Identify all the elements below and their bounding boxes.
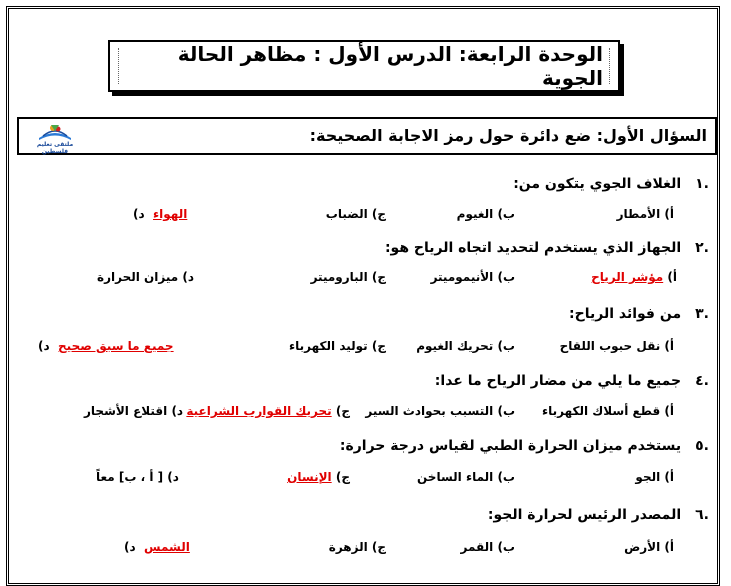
correct-answer: تحريك القوارب الشراعية	[186, 404, 332, 418]
question-6	[488, 507, 709, 523]
option-b[interactable]: ب) القمر	[460, 540, 515, 554]
question-number: .٥	[695, 438, 709, 454]
option-c[interactable]: ج) الباروميتر	[310, 270, 386, 284]
question-text: يستخدم ميزان الحرارة الطبي لقياس درجة حرارة:	[339, 438, 682, 454]
question-number: .٢	[695, 240, 709, 256]
question-3	[569, 306, 709, 322]
question-number: .٤	[695, 373, 709, 389]
option-d[interactable]: جميع ما سبق صحيح د)	[38, 339, 174, 353]
correct-answer: الهواء	[153, 207, 188, 221]
page-border	[6, 6, 720, 586]
question-text: من فوائد الرياح:	[569, 306, 682, 322]
correct-answer: مؤشر الرياح	[591, 270, 664, 284]
question-number: .٣	[695, 306, 709, 322]
question-number: .٦	[695, 507, 709, 523]
question-header-text: السؤال الأول: ضع دائرة حول رمز الاجابة الصحيحة:	[309, 126, 707, 145]
lesson-title: الوحدة الرابعة: الدرس الأول : مظاهر الحالة الجوية	[119, 42, 609, 90]
option-c[interactable]: ج) تحريك القوارب الشراعية	[186, 404, 350, 418]
correct-answer: الشمس	[144, 540, 190, 554]
option-d[interactable]: د) ميزان الحرارة	[97, 270, 194, 284]
book-logo-icon	[29, 122, 81, 142]
option-d[interactable]: د) اقتلاع الأشجار	[84, 404, 184, 418]
question-text: الجهاز الذي يستخدم لتحديد اتجاه الرياح هو:	[384, 240, 682, 256]
title-inner	[118, 42, 610, 90]
option-c[interactable]: ج) توليد الكهرباء	[289, 339, 386, 353]
question-5	[340, 438, 709, 454]
option-a[interactable]: أ) الأمطار	[616, 207, 674, 221]
option-b[interactable]: ب) الغيوم	[456, 207, 515, 221]
question-text: جميع ما يلي من مضار الرياح ما عدا:	[434, 373, 682, 389]
title-box	[108, 40, 620, 92]
question-2	[385, 240, 709, 256]
question-1	[513, 176, 709, 192]
option-a[interactable]: أ) الجو	[635, 470, 674, 484]
correct-answer: الإنسان	[287, 470, 332, 484]
option-b[interactable]: ب) الأنيموميتر	[430, 270, 515, 284]
logo	[29, 122, 81, 155]
question-text: المصدر الرئيس لحرارة الجو:	[487, 507, 682, 523]
option-b[interactable]: ب) الماء الساخن	[417, 470, 515, 484]
option-a[interactable]: أ) نقل حبوب اللقاح	[559, 339, 674, 353]
question-text: الغلاف الجوي يتكون من:	[513, 176, 682, 192]
option-c[interactable]: ج) الزهرة	[328, 540, 386, 554]
option-c[interactable]: ج) الإنسان	[287, 470, 350, 484]
option-c[interactable]: ج) الضباب	[325, 207, 386, 221]
option-b[interactable]: ب) التسبب بحوادث السير	[365, 404, 515, 418]
question-header	[17, 117, 717, 155]
option-a[interactable]: أ) الأرض	[624, 540, 674, 554]
question-4	[435, 373, 709, 389]
correct-answer: جميع ما سبق صحيح	[58, 339, 174, 353]
logo-text: ملتقى تعليم فلسطين	[36, 141, 74, 155]
option-b[interactable]: ب) تحريك الغيوم	[416, 339, 515, 353]
option-d[interactable]: الهواء د)	[133, 207, 188, 221]
question-number: .١	[695, 176, 709, 192]
option-d[interactable]: الشمس د)	[124, 540, 190, 554]
option-a[interactable]: أ) قطع أسلاك الكهرباء	[541, 404, 674, 418]
option-a[interactable]: أ) مؤشر الرياح	[591, 270, 677, 284]
option-d[interactable]: د) [ أ ، ب] معاً	[96, 470, 179, 484]
